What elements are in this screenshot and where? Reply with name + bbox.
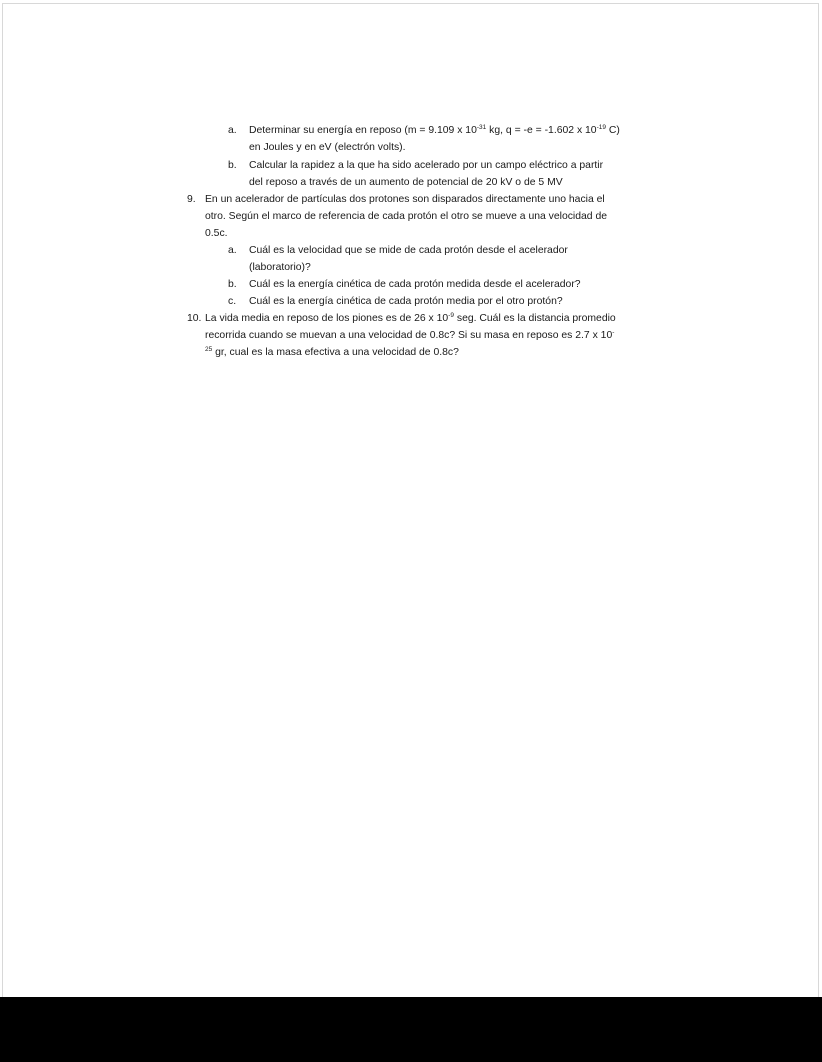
text: Determinar su energía en reposo (m = 9.109 x 10: [249, 125, 477, 136]
text-line: Calcular la rapidez a la que ha sido acelerado por un campo eléctrico a partir: [249, 160, 604, 171]
superscript: -31: [476, 124, 487, 131]
text-line: (laboratorio)?: [249, 262, 311, 273]
item-marker: b.: [228, 160, 237, 171]
text: gr, cual es la masa efectiva a una velocidad de 0.8c?: [212, 347, 459, 358]
item-marker: c.: [228, 296, 237, 307]
superscript: -: [612, 329, 615, 336]
superscript: -19: [596, 124, 606, 131]
text: recorrida cuando se muevan a una velocidad de 0.8c? Si su masa en reposo es 2.7 x 10: [205, 330, 613, 341]
item-marker: b.: [228, 279, 237, 290]
superscript: -9: [448, 312, 454, 319]
text: seg. Cuál es la distancia promedio: [453, 313, 616, 324]
item-marker: 10.: [187, 313, 202, 324]
item-marker: a.: [228, 125, 237, 136]
text-line: En un acelerador de partículas dos protones son disparados directamente uno hacia el: [205, 194, 605, 205]
text-line: en Joules y en eV (electrón volts).: [249, 142, 406, 153]
page-border: [2, 3, 819, 997]
text: C): [606, 125, 620, 136]
text-line: [249, 125, 620, 137]
text-line: [205, 313, 616, 325]
text: La vida media en reposo de los piones es de 26 x 10: [205, 313, 449, 324]
superscript: 25: [205, 346, 213, 353]
text-line: [205, 347, 459, 359]
text-line: [205, 330, 614, 342]
text-line: Cuál es la energía cinética de cada protón medida desde el acelerador?: [249, 279, 581, 290]
text: kg, q = -e = -1.602 x 10: [486, 125, 597, 136]
item-marker: 9.: [187, 194, 196, 205]
text-line: Cuál es la velocidad que se mide de cada protón desde el acelerador: [249, 245, 568, 256]
item-marker: a.: [228, 245, 237, 256]
text-line: Cuál es la energía cinética de cada protón media por el otro protón?: [249, 296, 563, 307]
text-line: del reposo a través de un aumento de potencial de 20 kV o de 5 MV: [249, 177, 563, 188]
text-line: otro. Según el marco de referencia de cada protón el otro se mueve a una velocidad de: [205, 211, 608, 222]
text-line: 0.5c.: [205, 228, 228, 239]
